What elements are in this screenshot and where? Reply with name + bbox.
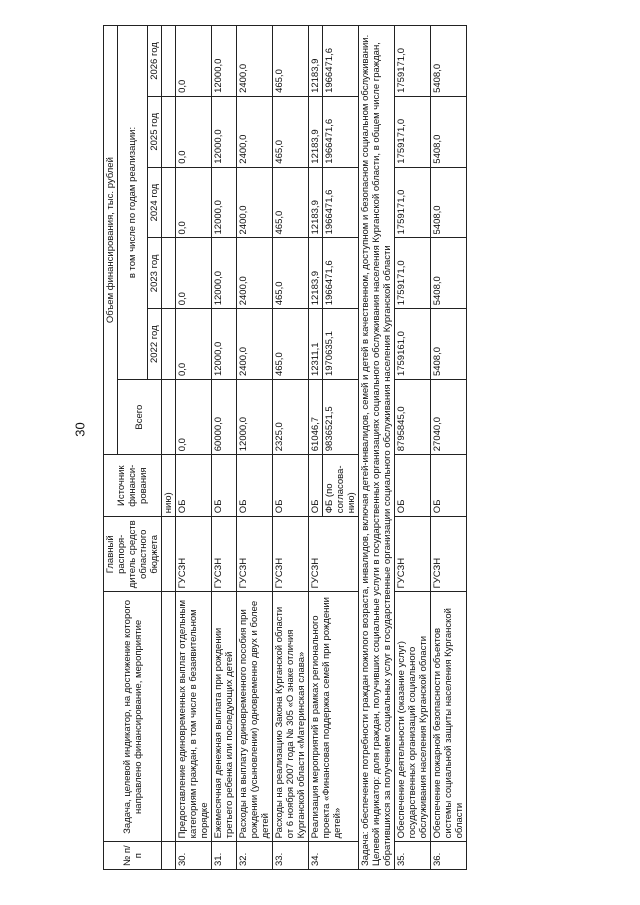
row-2022: 0,0 xyxy=(176,309,212,380)
row-2026: 465,0 xyxy=(273,26,309,97)
row-2026: 2400,0 xyxy=(237,26,273,97)
row-2022: 12000,0 xyxy=(212,309,237,380)
table-row xyxy=(212,26,237,870)
row-2024: 12183,9 xyxy=(309,167,323,238)
page-number: 30 xyxy=(72,422,88,437)
row-2025: 5408,0 xyxy=(431,96,467,167)
row-num: 31. xyxy=(212,842,237,870)
row-2023: 1966471,6 xyxy=(323,238,359,309)
continuation-source: нию) xyxy=(162,455,176,517)
row-2026: 12000,0 xyxy=(212,26,237,97)
row-total: 0,0 xyxy=(176,380,212,455)
row-num: 35. xyxy=(395,842,431,870)
task-row xyxy=(359,26,395,870)
row-2024: 1759171,0 xyxy=(395,167,431,238)
row-2026: 1966471,6 xyxy=(323,26,359,97)
header-num: № п/п xyxy=(104,842,162,870)
row-name: Расходы на реализацию Закона Курганской области от 6 ноября 2007 года № 305 «О знаке отличия Курганской области «Материнская слава» xyxy=(273,592,309,842)
row-2026: 1759171,0 xyxy=(395,26,431,97)
header-year: 2023 год xyxy=(148,238,162,309)
row-total: 8795845,0 xyxy=(395,380,431,455)
row-source: ОБ xyxy=(176,455,212,517)
row-name: Обеспечение деятельности (оказание услуг) государственных организаций социального обслуживания населения Курганской области xyxy=(395,592,431,842)
header-by-year: в том числе по годам реализации: xyxy=(118,26,148,380)
row-2024: 0,0 xyxy=(176,167,212,238)
row-2024: 5408,0 xyxy=(431,167,467,238)
row-source: ОБ xyxy=(395,455,431,517)
row-2024: 1966471,6 xyxy=(323,167,359,238)
row-2024: 12000,0 xyxy=(212,167,237,238)
row-manager: ГУСЗН xyxy=(395,517,431,592)
row-manager: ГУСЗН xyxy=(237,517,273,592)
row-2024: 2400,0 xyxy=(237,167,273,238)
row-source: ОБ xyxy=(212,455,237,517)
row-name: Реализация мероприятий в рамках регионального проекта «Финансовая поддержка семей при рождении детей» xyxy=(309,592,359,842)
row-total: 61046,7 xyxy=(309,380,323,455)
row-2026: 0,0 xyxy=(176,26,212,97)
row-source: ОБ xyxy=(273,455,309,517)
header-task: Задача, целевой индикатор, на достижение которого направлено финансирование, мероприятие xyxy=(104,592,162,842)
row-name: Ежемесячная денежная выплата при рождении третьего ребенка или последующих детей xyxy=(212,592,237,842)
row-2025: 12183,9 xyxy=(309,96,323,167)
row-2026: 5408,0 xyxy=(431,26,467,97)
table-row xyxy=(176,26,212,870)
row-manager: ГУСЗН xyxy=(212,517,237,592)
row-2023: 465,0 xyxy=(273,238,309,309)
row-2023: 5408,0 xyxy=(431,238,467,309)
row-manager: ГУСЗН xyxy=(273,517,309,592)
row-source: ОБ xyxy=(309,455,323,517)
row-2026: 12183,9 xyxy=(309,26,323,97)
row-total: 2325,0 xyxy=(273,380,309,455)
row-2022: 2400,0 xyxy=(237,309,273,380)
row-2025: 12000,0 xyxy=(212,96,237,167)
header-year: 2026 год xyxy=(148,26,162,97)
row-2023: 12000,0 xyxy=(212,238,237,309)
row-2023: 12183,9 xyxy=(309,238,323,309)
header-year: 2024 год xyxy=(148,167,162,238)
row-name: Расходы на выплату единовременного пособия при рождении (усыновлении) одновременно двух и более детей xyxy=(237,592,273,842)
financing-table xyxy=(103,25,467,870)
row-2022: 12311,1 xyxy=(309,309,323,380)
row-2025: 0,0 xyxy=(176,96,212,167)
row-2022: 1759161,0 xyxy=(395,309,431,380)
header-total: Всего xyxy=(118,380,162,455)
row-name: Предоставление единовременных выплат отдельным категориям граждан, в том числе в безаявительном порядке xyxy=(176,592,212,842)
row-source: ОБ xyxy=(431,455,467,517)
row-total: 60000,0 xyxy=(212,380,237,455)
row-num: 32. xyxy=(237,842,273,870)
row-2023: 0,0 xyxy=(176,238,212,309)
row-total: 9836521,5 xyxy=(323,380,359,455)
continuation-row xyxy=(162,26,176,870)
header-manager: Главный распоря-дитель средств областного бюджета xyxy=(104,517,162,592)
row-2025: 2400,0 xyxy=(237,96,273,167)
row-source: ФБ (по согласова-нию) xyxy=(323,455,359,517)
table-row xyxy=(431,26,467,870)
header-year: 2022 год xyxy=(148,309,162,380)
header-funding: Объем финансирования, тыс. рублей xyxy=(104,26,118,455)
row-manager: ГУСЗН xyxy=(431,517,467,592)
row-num: 36. xyxy=(431,842,467,870)
row-total: 12000,0 xyxy=(237,380,273,455)
row-2025: 1759171,0 xyxy=(395,96,431,167)
row-manager: ГУСЗН xyxy=(309,517,359,592)
task-text: Задача: обеспечение потребности граждан пожилого возраста, инвалидов, включая детей-инвалидов, семей и детей в качественном, доступном и безопасном социальном обслуживании. xyxy=(360,34,371,866)
header-year: 2025 год xyxy=(148,96,162,167)
row-2024: 465,0 xyxy=(273,167,309,238)
table-row xyxy=(395,26,431,870)
table-row xyxy=(309,26,323,870)
row-2025: 1966471,6 xyxy=(323,96,359,167)
task-cell xyxy=(359,26,395,870)
table-row xyxy=(237,26,273,870)
row-name: Обеспечение пожарной безопасности объектов системы социальной защиты населения Курганской области xyxy=(431,592,467,842)
row-manager: ГУСЗН xyxy=(176,517,212,592)
row-num: 34. xyxy=(309,842,359,870)
row-num: 30. xyxy=(176,842,212,870)
row-num: 33. xyxy=(273,842,309,870)
row-2022: 465,0 xyxy=(273,309,309,380)
table-row xyxy=(273,26,309,870)
row-source: ОБ xyxy=(237,455,273,517)
indicator-text: Целевой индикатор: доля граждан, получивших социальные услуги в государственных организациях социального обслуживания населения Курганской области, в общем числе граждан, обратившихся за получением социальных услуг в государственные организации социального обслуживания населения Курганской области xyxy=(371,42,393,866)
row-total: 27040,0 xyxy=(431,380,467,455)
row-2022: 1970635,1 xyxy=(323,309,359,380)
rotated-table-container xyxy=(103,25,531,870)
row-2023: 2400,0 xyxy=(237,238,273,309)
header-source: Источник финанси-рования xyxy=(104,455,162,517)
row-2022: 5408,0 xyxy=(431,309,467,380)
row-2023: 1759171,0 xyxy=(395,238,431,309)
row-2025: 465,0 xyxy=(273,96,309,167)
